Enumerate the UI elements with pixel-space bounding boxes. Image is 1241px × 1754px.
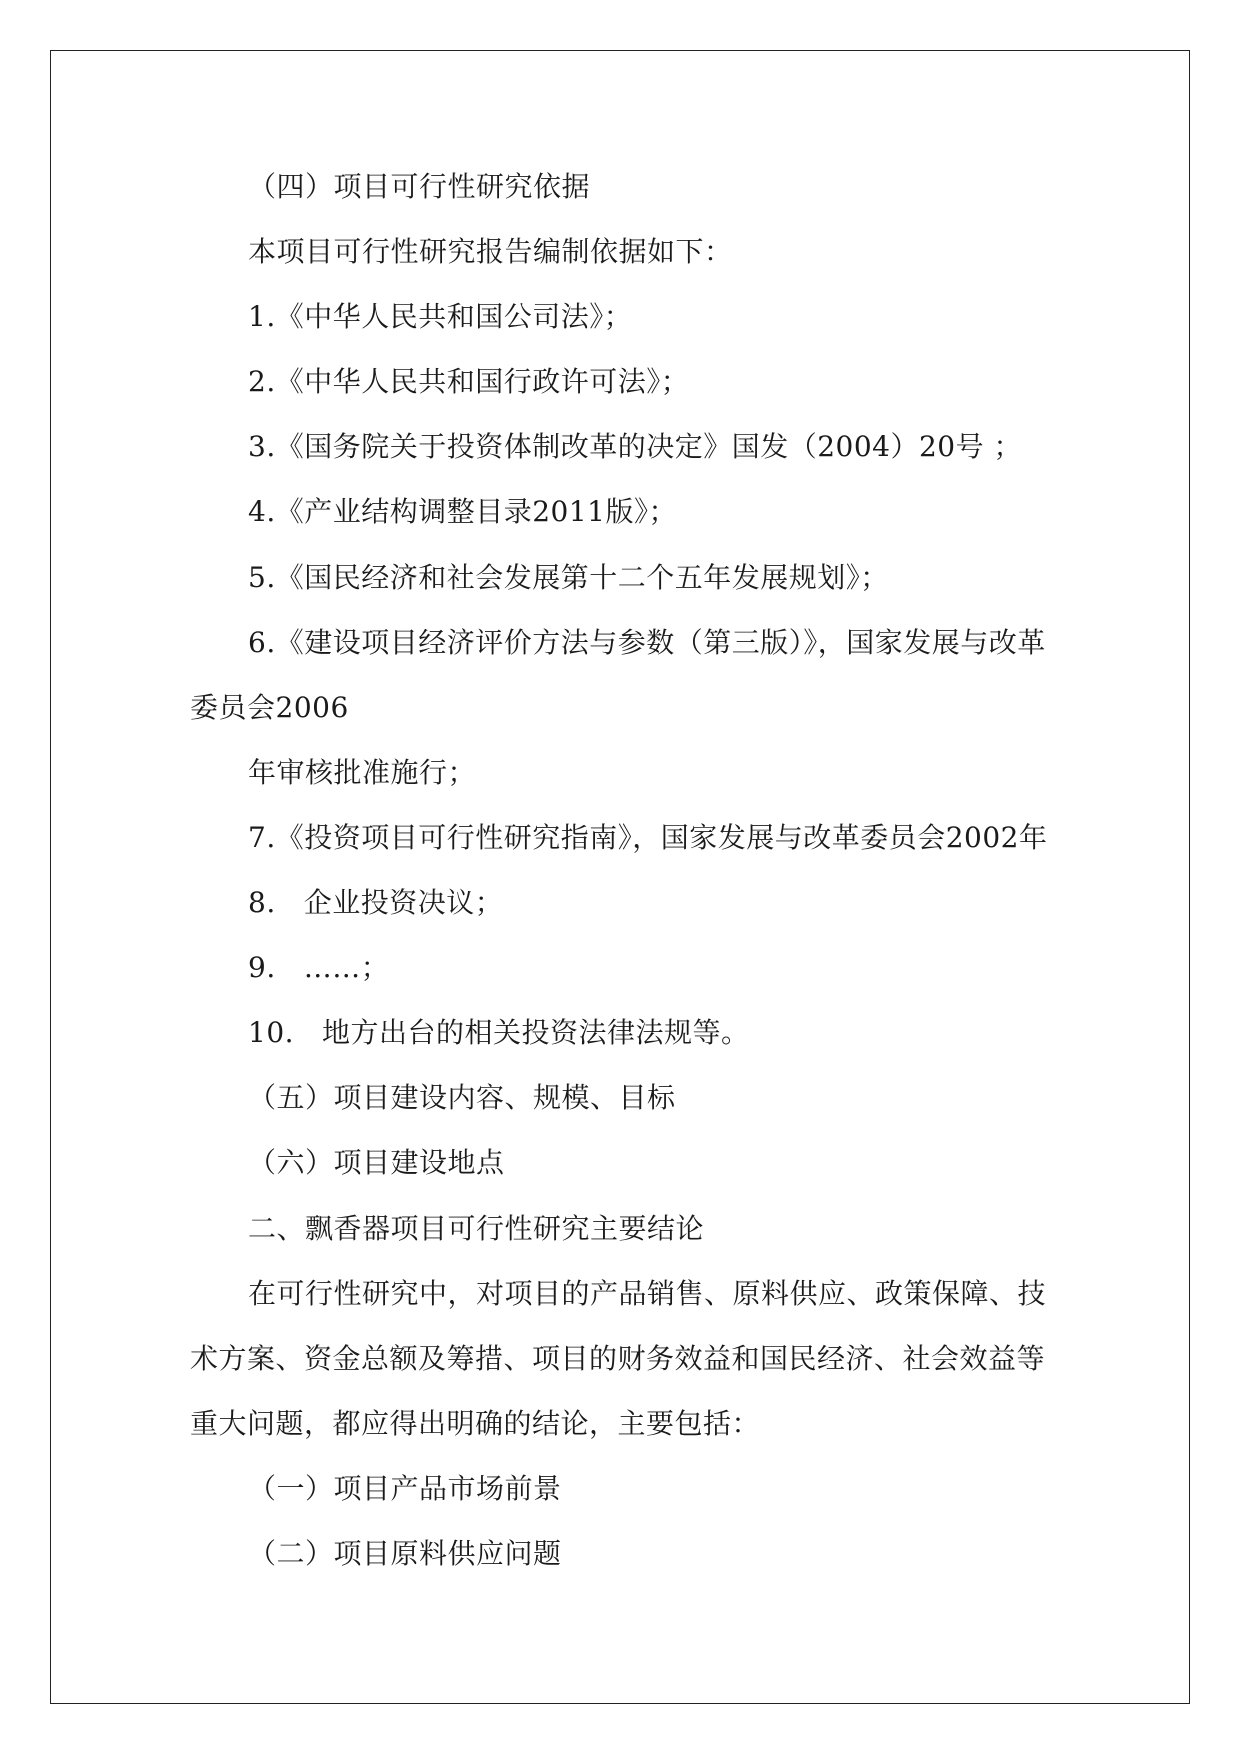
list-item-3: 3.《国务院关于投资体制改革的决定》国发（2004）20号 ； bbox=[248, 430, 1023, 464]
paragraph-intro: 本项目可行性研究报告编制依据如下： bbox=[248, 235, 733, 269]
list-number: 8. bbox=[248, 886, 276, 920]
subsection-heading-2: （二）项目原料供应问题 bbox=[248, 1536, 562, 1570]
list-number: 9. bbox=[248, 951, 276, 985]
list-item-6-continued: 委员会2006 bbox=[190, 690, 349, 724]
subsection-heading-1: （一）项目产品市场前景 bbox=[248, 1471, 562, 1505]
document-body bbox=[190, 154, 1060, 1586]
chapter-heading-2: 二、飘香器项目可行性研究主要结论 bbox=[248, 1211, 705, 1245]
list-item-2: 2.《中华人民共和国行政许可法》； bbox=[248, 365, 690, 399]
section-heading-5: （五）项目建设内容、规模、目标 bbox=[248, 1081, 676, 1115]
list-item-5: 5.《国民经济和社会发展第十二个五年发展规划》； bbox=[248, 560, 889, 594]
list-item-9 bbox=[190, 935, 1060, 1000]
list-item-8 bbox=[190, 870, 1060, 935]
list-item-6: 6.《建设项目经济评价方法与参数（第三版）》，国家发展与改革 bbox=[248, 625, 1046, 659]
paragraph-conclusion-line-3: 重大问题，都应得出明确的结论，主要包括： bbox=[190, 1406, 761, 1440]
list-item-10 bbox=[190, 1000, 1060, 1065]
list-item-4: 4.《产业结构调整目录2011版》； bbox=[248, 495, 677, 529]
list-text: ……； bbox=[303, 951, 390, 985]
section-heading-4: （四）项目可行性研究依据 bbox=[248, 170, 591, 203]
list-text: 地方出台的相关投资法律法规等。 bbox=[322, 1016, 750, 1050]
list-number: 10. bbox=[248, 1016, 295, 1050]
list-text: 企业投资决议； bbox=[303, 886, 504, 920]
list-item-6-continued-2: 年审核批准施行； bbox=[248, 755, 477, 789]
paragraph-conclusion-line-1: 在可行性研究中，对项目的产品销售、原料供应、政策保障、技 bbox=[248, 1276, 1047, 1310]
list-item-1: 1.《中华人民共和国公司法》； bbox=[248, 300, 633, 334]
list-item-7: 7.《投资项目可行性研究指南》，国家发展与改革委员会2002年 bbox=[248, 820, 1048, 854]
section-heading-6: （六）项目建设地点 bbox=[248, 1146, 505, 1180]
paragraph-conclusion-line-2: 术方案、资金总额及筹措、项目的财务效益和国民经济、社会效益等 bbox=[190, 1341, 1046, 1375]
